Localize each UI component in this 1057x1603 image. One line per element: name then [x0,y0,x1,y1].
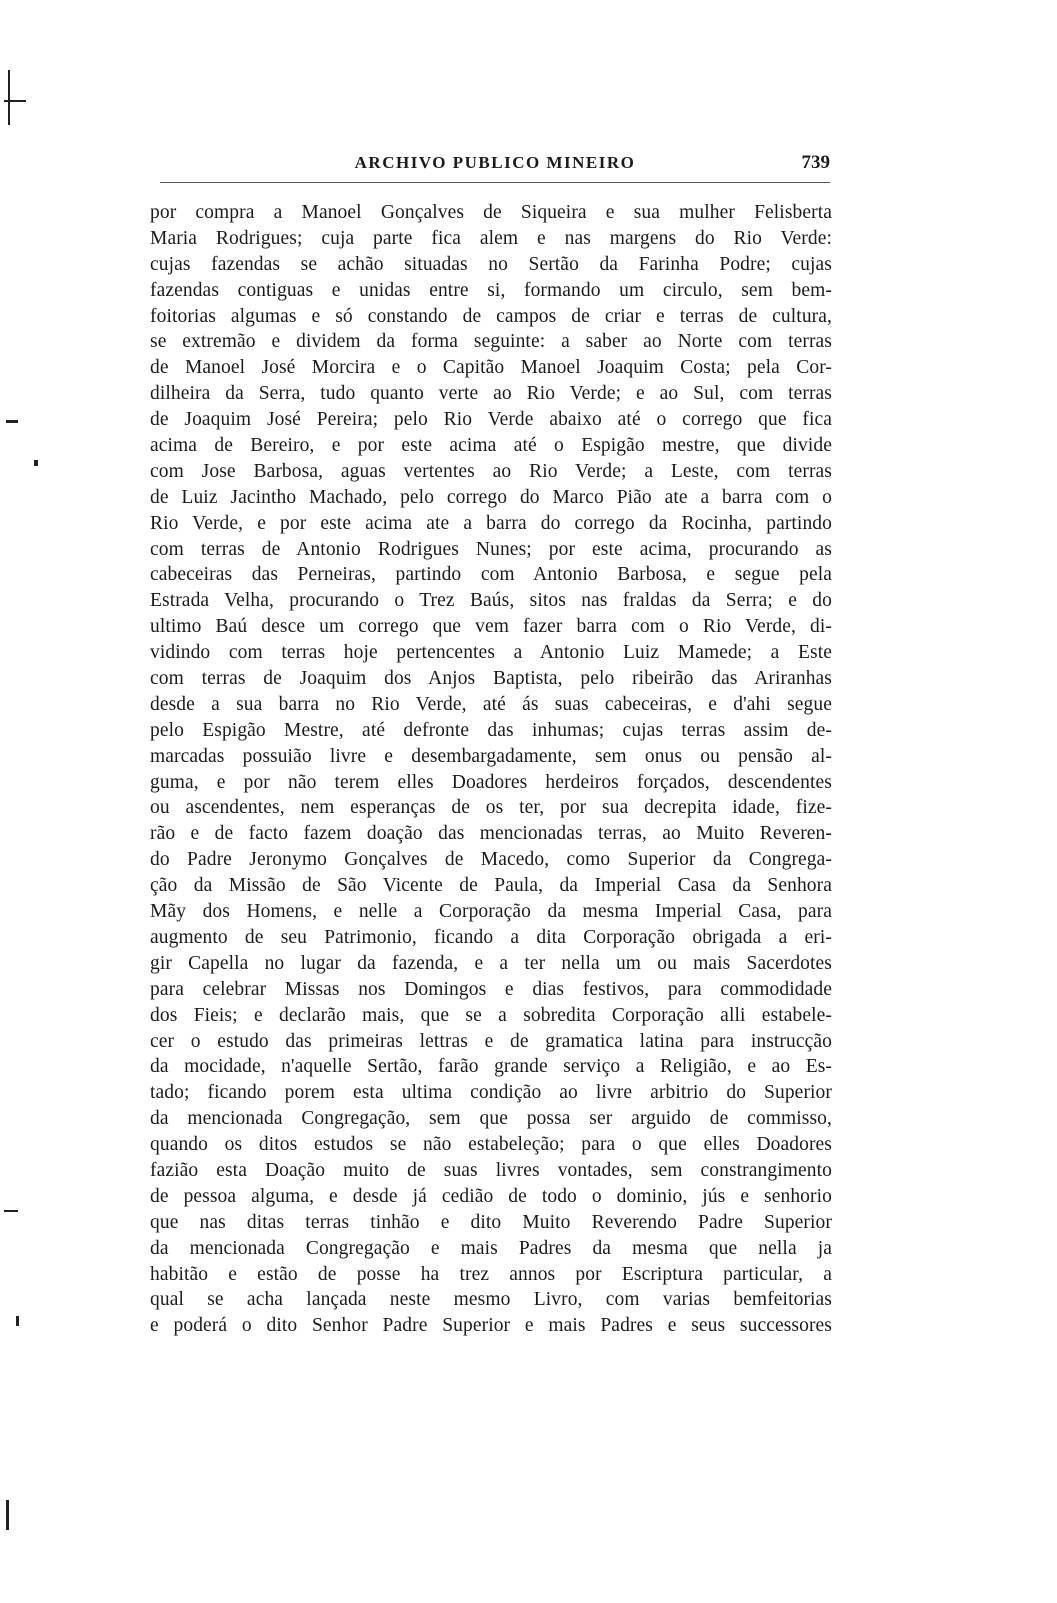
header-rule [160,182,830,183]
text-line: por compra a Manoel Gonçalves de Siqueira e sua mulher Felisberta [150,202,832,223]
text-line: habitão e estão de posse ha trez annos por Escriptura particular, a [150,1263,832,1285]
text-line: se extremão e dividem da forma seguinte: a saber ao Norte com terras [150,331,832,353]
text-line: fazendas contiguas e unidas entre si, formando um circulo, sem bem- [150,279,832,301]
text-line: do Padre Jeronymo Gonçalves de Macedo, como Superior da Congrega- [150,849,832,871]
text-line: tado; ficando porem esta ultima condição ao livre arbitrio do Superior [150,1082,832,1104]
text-line: marcadas possuião livre e desembargadamente, sem onus ou pensão al- [150,745,832,767]
text-line: com terras de Antonio Rodrigues Nunes; por este acima, procurando as [150,538,832,560]
text-line: Maria Rodrigues; cuja parte fica alem e nas margens do Rio Verde: [150,227,832,249]
scan-mark [8,70,10,125]
text-line: com terras de Joaquim dos Anjos Baptista, pelo ribeirão das Ariranhas [150,668,832,690]
text-line: quando os ditos estudos se não estabeleção; para o que elles Doadores [150,1134,832,1156]
running-header [160,153,830,183]
text-line: cer o estudo das primeiras lettras e de gramatica latina para instrucção [150,1030,832,1052]
text-line: cujas fazendas se achão situadas no Sertão da Farinha Podre; cujas [150,253,832,275]
text-line: que nas ditas terras tinhão e dito Muito Reverendo Padre Superior [150,1211,832,1233]
text-line: cabeceiras das Perneiras, partindo com Antonio Barbosa, e segue pela [150,564,832,586]
text-line: pelo Espigão Mestre, até defronte das inhumas; cujas terras assim de- [150,719,832,741]
text-line: augmento de seu Patrimonio, ficando a dita Corporação obrigada a eri- [150,926,832,948]
text-line: Estrada Velha, procurando o Trez Baús, sitos nas fraldas da Serra; e do [150,590,832,612]
scan-mark [34,460,38,466]
text-line: Mãy dos Homens, e nelle a Corporação da mesma Imperial Casa, para [150,901,832,923]
text-line: ou ascendentes, nem esperanças de os ter, por sua decrepita idade, fize- [150,797,832,819]
scan-mark [16,1316,19,1326]
text-line: de Joaquim José Pereira; pelo Rio Verde abaixo até o corrego que fica [150,409,832,431]
scan-mark [4,100,26,102]
text-line: Rio Verde, e por este acima ate a barra do corrego da Rocinha, partindo [150,512,832,534]
text-line: da mocidade, n'aquelle Sertão, farão grande serviço a Religião, e ao Es- [150,1056,832,1078]
text-line: vidindo com terras hoje pertencentes a Antonio Luiz Mamede; a Este [150,642,832,664]
scan-mark [6,1500,9,1530]
page-number: 739 [801,152,830,173]
scan-mark [4,1210,18,1212]
text-line: desde a sua barra no Rio Verde, até ás suas cabeceiras, e d'ahi segue [150,693,832,715]
body-text [150,200,832,1339]
text-line: de Manoel José Morcira e o Capitão Manoel Joaquim Costa; pela Cor- [150,357,832,379]
text-line: gir Capella no lugar da fazenda, e a ter nella um ou mais Sacerdotes [150,952,832,974]
text-line: da mencionada Congregação, sem que possa ser arguido de commisso, [150,1108,832,1130]
text-line: e poderá o dito Senhor Padre Superior e mais Padres e seus successores [150,1315,832,1337]
text-line: rão e de facto fazem doação das mencionadas terras, ao Muito Reveren- [150,823,832,845]
text-line: dos Fieis; e declarão mais, que se a sobredita Corporação alli estabele- [150,1004,832,1026]
text-line: guma, e por não terem elles Doadores herdeiros forçados, descendentes [150,771,832,793]
text-line: fazião esta Doação muito de suas livres vontades, sem constrangimento [150,1159,832,1181]
text-line: acima de Bereiro, e por este acima até o Espigão mestre, que divide [150,435,832,457]
text-line: de pessoa alguma, e desde já cedião de todo o dominio, jús e senhorio [150,1185,832,1207]
scan-mark [6,420,18,423]
text-line: da mencionada Congregação e mais Padres da mesma que nella ja [150,1237,832,1259]
text-line: para celebrar Missas nos Domingos e dias festivos, para commodidade [150,978,832,1000]
text-line: com Jose Barbosa, aguas vertentes ao Rio Verde; a Leste, com terras [150,460,832,482]
text-line: ção da Missão de São Vicente de Paula, da Imperial Casa da Senhora [150,875,832,897]
text-line: foitorias algumas e só constando de campos de criar e terras de cultura, [150,305,832,327]
text-line: dilheira da Serra, tudo quanto verte ao Rio Verde; e ao Sul, com terras [150,383,832,405]
text-line: ultimo Baú desce um corrego que vem fazer barra com o Rio Verde, di- [150,616,832,638]
text-line: qual se acha lançada neste mesmo Livro, com varias bemfeitorias [150,1289,832,1311]
text-line: de Luiz Jacintho Machado, pelo corrego do Marco Pião ate a barra com o [150,486,832,508]
running-title: ARCHIVO PUBLICO MINEIRO [354,153,636,172]
